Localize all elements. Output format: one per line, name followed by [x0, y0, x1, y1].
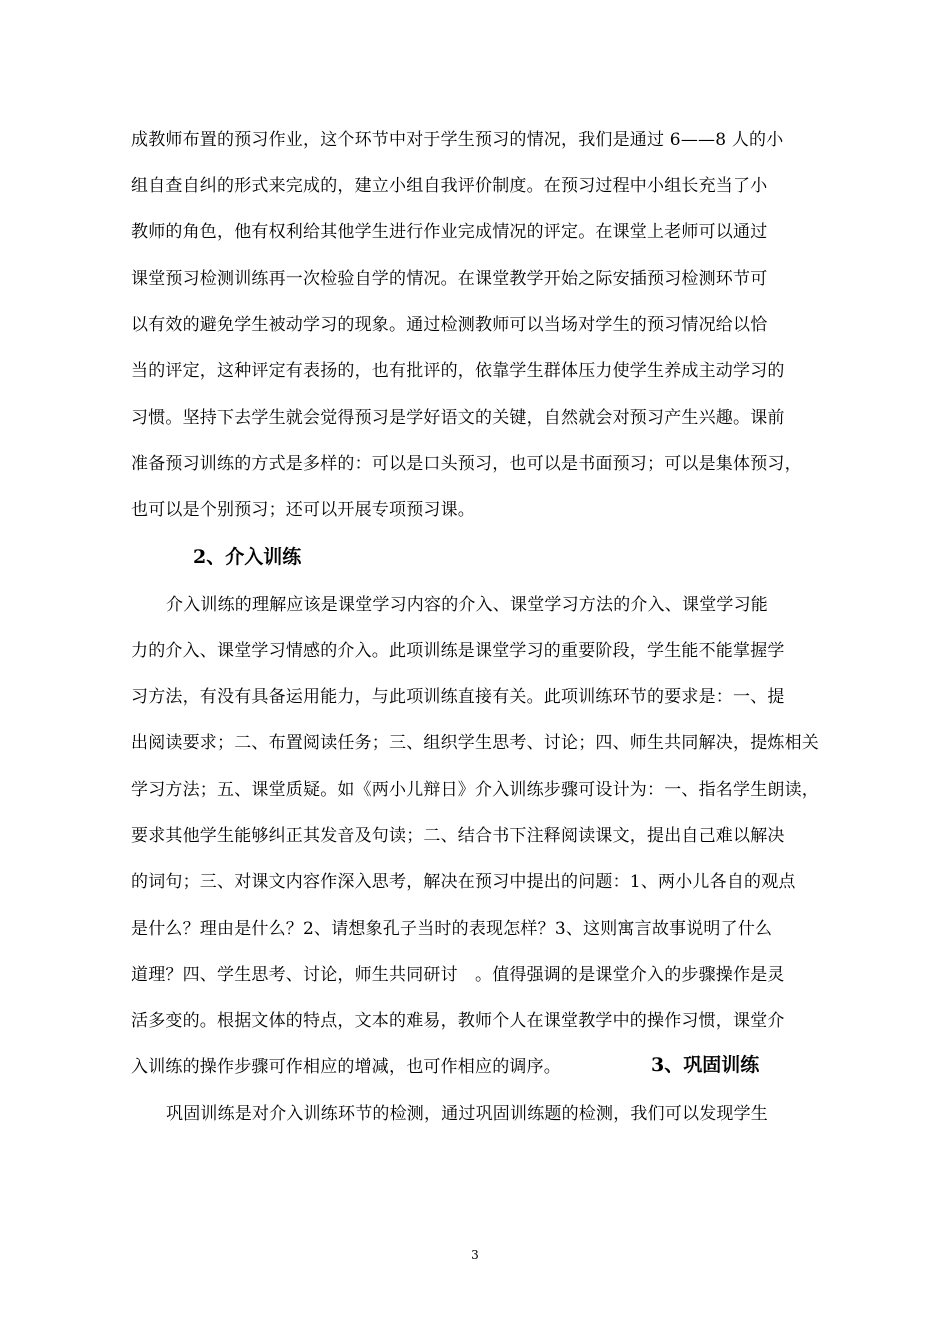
paragraph-line: 力的介入、课堂学习情感的介入。此项训练是课堂学习的重要阶段，学生能不能掌握学: [131, 641, 785, 661]
paragraph-line: 学习方法；五、课堂质疑。如《两小儿辩日》介入训练步骤可设计为：一、指名学生朗读，: [131, 780, 819, 800]
paragraph-line: 组自查自纠的形式来完成的，建立小组自我评价制度。在预习过程中小组长充当了小: [131, 176, 768, 196]
paragraph-line: 要求其他学生能够纠正其发音及句读；二、结合书下注释阅读课文，提出自己难以解决: [131, 826, 785, 846]
page-number: 3: [471, 1248, 479, 1262]
paragraph-line: 的词句；三、对课文内容作深入思考，解决在预习中提出的问题：1、两小儿各自的观点: [131, 872, 796, 892]
paragraph-line: 以有效的避免学生被动学习的现象。通过检测教师可以当场对学生的预习情况给以恰: [131, 315, 768, 335]
paragraph-line: 成教师布置的预习作业，这个环节中对于学生预习的情况，我们是通过 6——8 人的小: [131, 130, 784, 150]
paragraph-line: 当的评定，这种评定有表扬的，也有批评的，依靠学生群体压力使学生养成主动学习的: [131, 361, 785, 381]
paragraph-line: 也可以是个别预习；还可以开展专项预习课。: [131, 500, 475, 520]
paragraph-line: 巩固训练是对介入训练环节的检测，通过巩固训练题的检测，我们可以发现学生: [166, 1104, 768, 1124]
paragraph-line: 介入训练的理解应该是课堂学习内容的介入、课堂学习方法的介入、课堂学习能: [166, 595, 768, 615]
paragraph-line: 出阅读要求；二、布置阅读任务；三、组织学生思考、讨论；四、师生共同解决，提炼相关: [131, 733, 819, 753]
paragraph-line: 教师的角色，他有权利给其他学生进行作业完成情况的评定。在课堂上老师可以通过: [131, 222, 768, 242]
paragraph-line: 课堂预习检测训练再一次检验自学的情况。在课堂教学开始之际安插预习检测环节可: [131, 269, 768, 289]
paragraph-line: 道理？四、学生思考、讨论，师生共同研讨 。值得强调的是课堂介入的步骤操作是灵: [131, 965, 785, 985]
section-heading: 3、巩固训练: [651, 1054, 760, 1076]
section-heading: 2、介入训练: [193, 546, 302, 568]
paragraph-line: 入训练的操作步骤可作相应的增减，也可作相应的调序。: [131, 1057, 561, 1077]
paragraph-line: 习惯。坚持下去学生就会觉得预习是学好语文的关键，自然就会对预习产生兴趣。课前: [131, 408, 785, 428]
paragraph-line: 习方法，有没有具备运用能力，与此项训练直接有关。此项训练环节的要求是：一、提: [131, 687, 785, 707]
paragraph-line: 准备预习训练的方式是多样的：可以是口头预习，也可以是书面预习；可以是集体预习，: [131, 454, 802, 474]
paragraph-line: 活多变的。根据文体的特点，文本的难易，教师个人在课堂教学中的操作习惯，课堂介: [131, 1011, 785, 1031]
paragraph-line: 是什么？理由是什么？2、请想象孔子当时的表现怎样？3、这则寓言故事说明了什么: [131, 919, 773, 939]
